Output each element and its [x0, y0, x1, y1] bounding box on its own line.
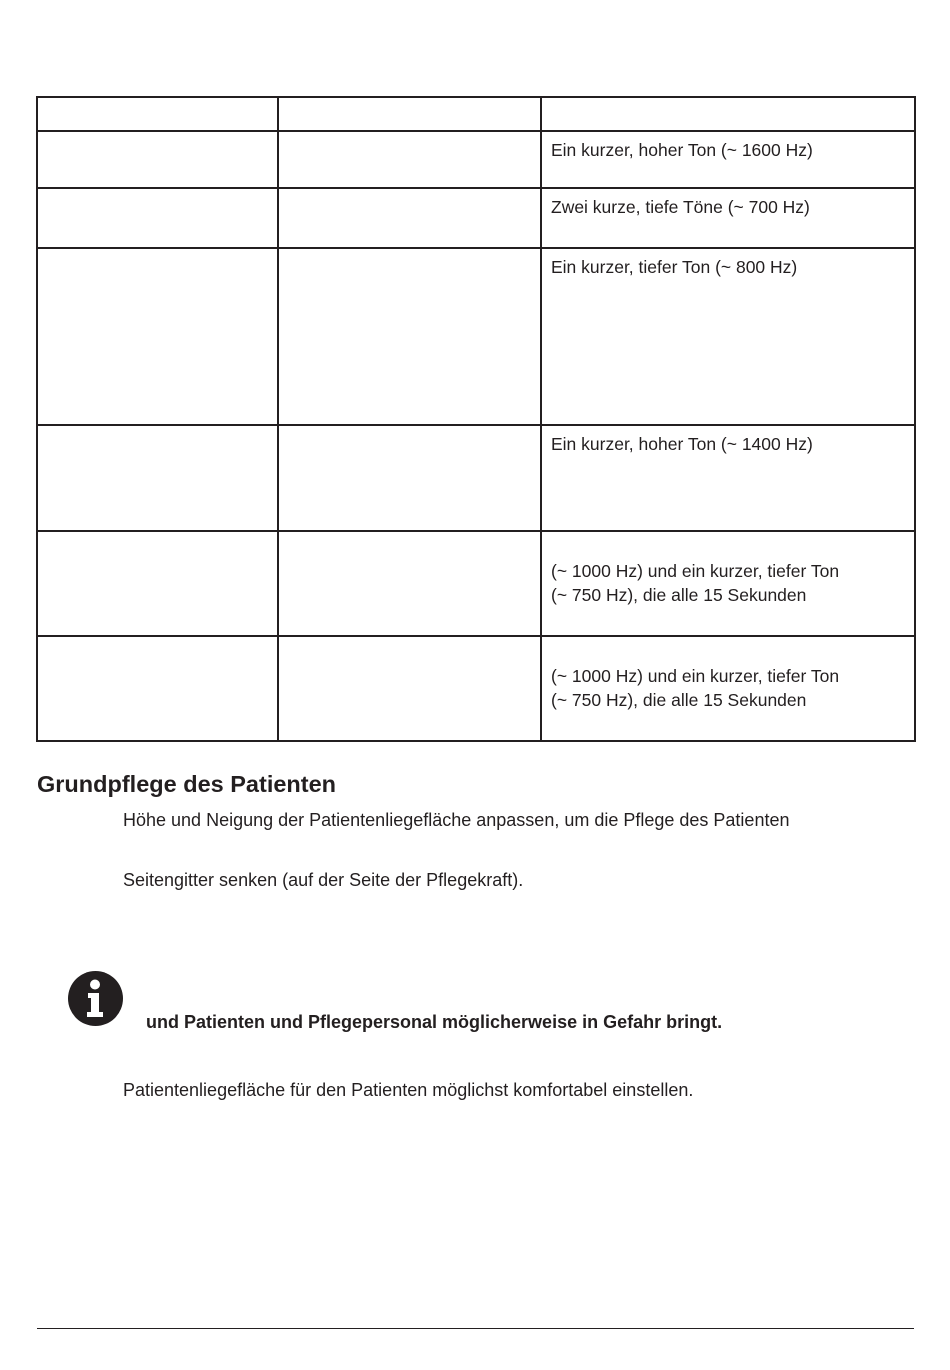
table-row	[37, 248, 915, 425]
table-cell: Ein kurzer, hoher Ton (~ 1400 Hz)	[541, 425, 915, 531]
table-cell	[37, 531, 278, 636]
table-cell	[37, 425, 278, 531]
table-row	[37, 131, 915, 188]
paragraph-adjust-height: Höhe und Neigung der Patientenliegefläche anpassen, um die Pflege des Patienten	[123, 810, 790, 830]
table-cell: Ein kurzer, tiefer Ton (~ 800 Hz)	[541, 248, 915, 425]
signal-table	[36, 96, 916, 742]
table-cell: (~ 1000 Hz) und ein kurzer, tiefer Ton (~ 750 Hz), die alle 15 Sekunden	[541, 636, 915, 741]
table-cell	[278, 131, 541, 188]
paragraph-lower-siderails: Seitengitter senken (auf der Seite der Pflegekraft).	[123, 870, 524, 890]
table-row	[37, 531, 915, 636]
paragraph-comfort: Patientenliegefläche für den Patienten möglichst komfortabel einstellen.	[123, 1080, 694, 1100]
table-cell	[37, 131, 278, 188]
table-cell: Zwei kurze, tiefe Töne (~ 700 Hz)	[541, 188, 915, 248]
table-cell	[37, 188, 278, 248]
info-icon	[68, 971, 123, 1026]
table-cell	[278, 248, 541, 425]
table-row	[37, 97, 915, 131]
table-cell	[278, 636, 541, 741]
table-cell: Ein kurzer, hoher Ton (~ 1600 Hz)	[541, 131, 915, 188]
table-cell	[278, 97, 541, 131]
table-row	[37, 188, 915, 248]
table-cell: (~ 1000 Hz) und ein kurzer, tiefer Ton (~ 750 Hz), die alle 15 Sekunden	[541, 531, 915, 636]
table-cell	[278, 425, 541, 531]
table-cell	[541, 97, 915, 131]
table-cell	[37, 248, 278, 425]
table-row	[37, 425, 915, 531]
table-cell	[37, 97, 278, 131]
table-cell	[278, 531, 541, 636]
table-cell	[37, 636, 278, 741]
info-note: und Patienten und Pflegepersonal möglicherweise in Gefahr bringt.	[146, 1012, 723, 1032]
footer-divider	[37, 1328, 914, 1329]
table-cell	[278, 188, 541, 248]
table-row	[37, 636, 915, 741]
section-heading: Grundpflege des Patienten	[37, 771, 337, 797]
